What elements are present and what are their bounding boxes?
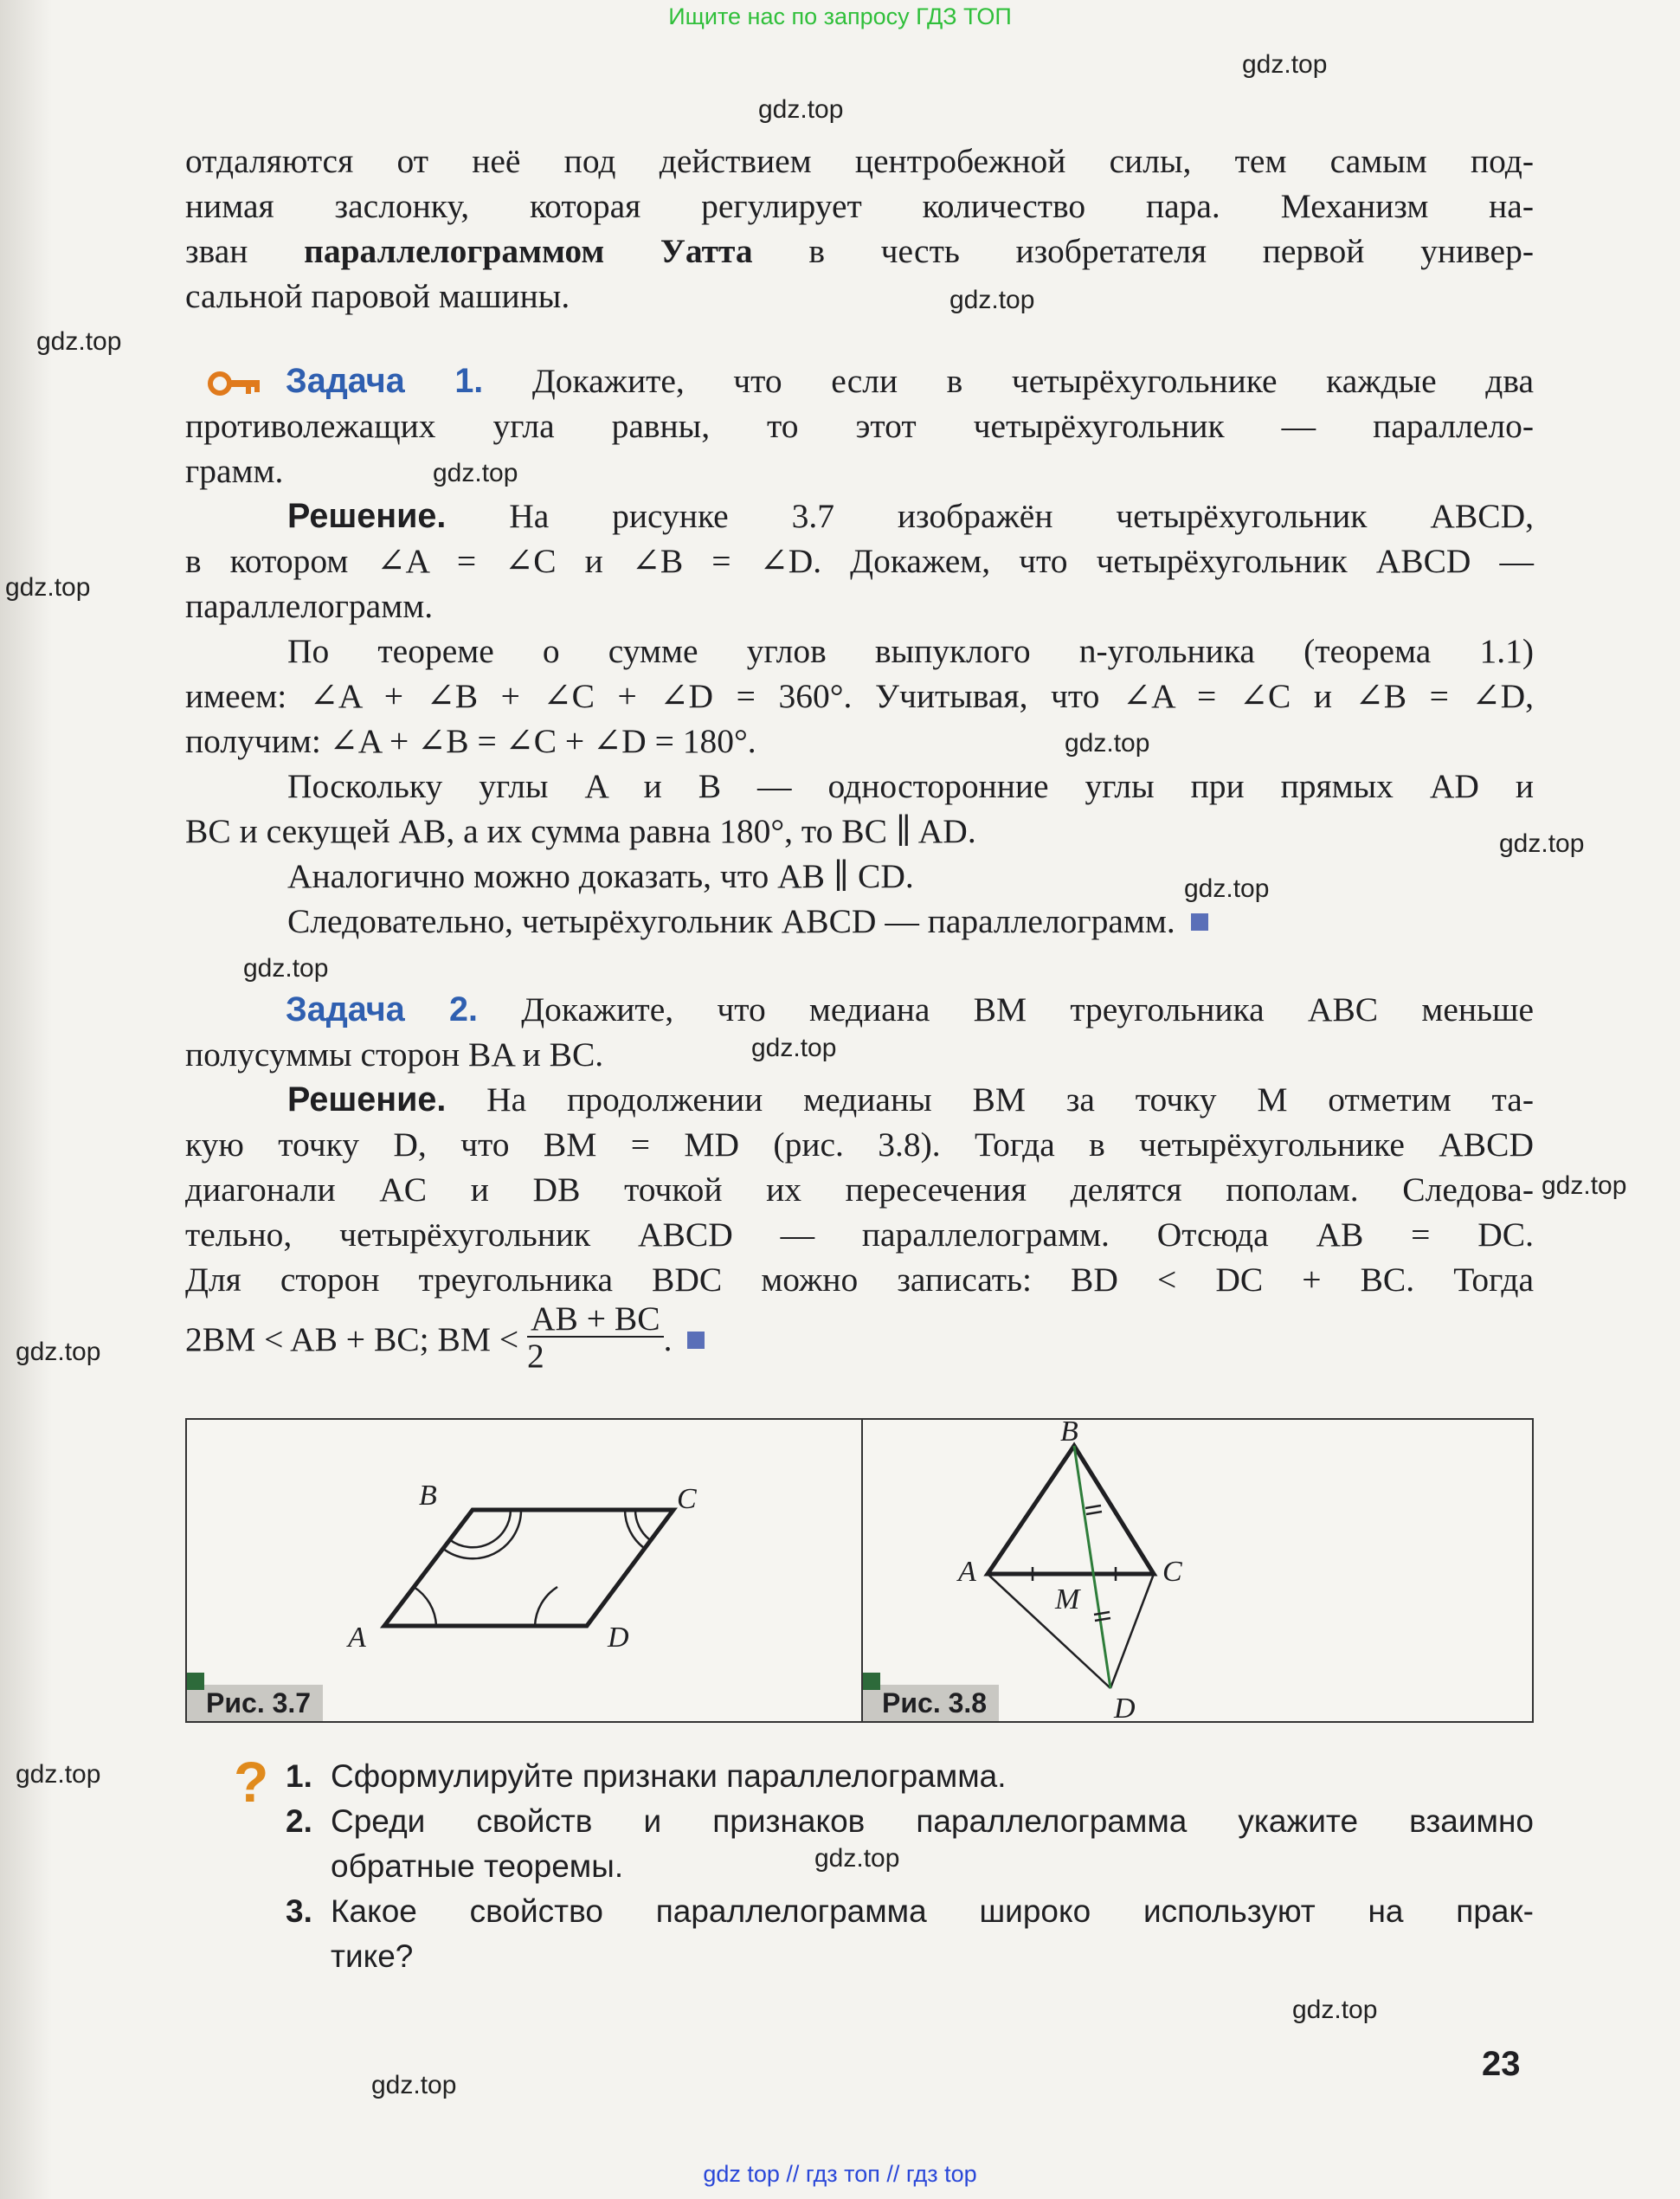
text-line: сальной паровой машины. [185, 277, 570, 315]
vertex-label-b: B [1060, 1420, 1078, 1448]
question-text: тике? [331, 1938, 414, 1974]
text-line: BC и секущей AB, а их сумма равна 180°, то BC ∥ AD. [185, 812, 976, 850]
text-line: Решение. На продолжении медианы BM за точку M отметим та- [287, 1080, 1534, 1119]
vertex-label-a: A [348, 1622, 366, 1654]
caption-marker [187, 1673, 204, 1690]
text-line: зван параллелограммом Уатта в честь изобретателя первой универ- [185, 232, 1534, 270]
watermark: gdz.top [1542, 1171, 1627, 1200]
end-of-proof-icon [1191, 913, 1208, 931]
question-text: Сформулируйте признаки параллелограмма. [331, 1758, 1007, 1794]
watermark: gdz.top [949, 286, 1035, 314]
watermark: gdz.top [243, 954, 329, 983]
question-item [286, 1799, 1534, 1889]
watermark: gdz.top [36, 327, 122, 356]
watermark: gdz.top [16, 1338, 101, 1366]
text-line: полусуммы сторон BA и BC. [185, 1035, 604, 1074]
vertex-label-c: C [1162, 1556, 1182, 1588]
task1-block [185, 358, 1534, 944]
angle-arc-c-inner [635, 1510, 649, 1539]
question-number: 1. [286, 1758, 312, 1794]
text-line: кую точку D, что BM = MD (рис. 3.8). Тогда в четырёхугольнике ABCD [185, 1125, 1534, 1164]
watermark: gdz.top [751, 1034, 837, 1062]
task2-label: Задача 2. [286, 990, 478, 1029]
figure-3-8-caption: Рис. 3.8 [863, 1685, 999, 1721]
segment-cd [1110, 1574, 1154, 1688]
text-line: в котором ∠A = ∠C и ∠B = ∠D. Докажем, что четырёхугольник ABCD — [185, 542, 1534, 580]
vertex-label-d: D [1114, 1693, 1136, 1721]
watermark: gdz.top [371, 2071, 457, 2099]
text-line: Для сторон треугольника BDC можно записать: BD < DC + BC. Тогда [185, 1261, 1534, 1299]
question-text: Среди свойств и признаков параллелограмма укажите взаимно [331, 1803, 1534, 1839]
bottom-banner[interactable]: gdz top // гдз топ // гдз top [703, 2161, 977, 2187]
watermark: gdz.top [1242, 50, 1328, 79]
text-line: Следовательно, четырёхугольник ABCD — параллелограмм. [185, 899, 1534, 944]
watermark: gdz.top [5, 573, 91, 602]
text-line: диагонали AC и DB точкой их пересечения делятся пополам. Следова- [185, 1170, 1534, 1209]
watermark: gdz.top [1499, 829, 1585, 858]
solution-label: Решение. [287, 497, 447, 535]
watermark: gdz.top [1065, 729, 1150, 758]
angle-arc-a [414, 1587, 436, 1626]
triangle-abc [988, 1446, 1154, 1574]
figures-panel [185, 1418, 1534, 1723]
intro-paragraph [185, 139, 1534, 319]
text-line: Аналогично можно доказать, что AB ∥ CD. [287, 857, 914, 895]
watermark: gdz.top [814, 1844, 900, 1873]
text-line: грамм. [185, 452, 284, 490]
text-line: Задача 2. Докажите, что медиана BM треугольника ABC меньше [286, 990, 1534, 1029]
watermark: gdz.top [16, 1760, 101, 1789]
text-line: тельно, четырёхугольник ABCD — параллелограмм. Отсюда AB = DC. [185, 1216, 1534, 1254]
task2-block [185, 987, 1534, 1377]
text-line: нимая заслонку, которая регулирует количество пара. Механизм на- [185, 187, 1534, 225]
question-item [286, 1889, 1534, 1979]
figure-3-7-caption: Рис. 3.7 [187, 1685, 323, 1721]
figure-3-7-parallelogram [187, 1420, 861, 1721]
text-line: отдаляются от неё под действием центробежной силы, тем самым под- [185, 142, 1534, 180]
point-label-m: M [1055, 1583, 1080, 1615]
question-mark-icon: ? [234, 1750, 269, 1814]
text-line: получим: ∠A + ∠B = ∠C + ∠D = 180°. [185, 722, 756, 760]
question-text: Какое свойство параллелограмма широко используют на прак- [331, 1893, 1534, 1929]
question-text: обратные теоремы. [331, 1848, 624, 1884]
figure-3-8-triangle [863, 1420, 1534, 1721]
vertex-label-d: D [608, 1622, 629, 1654]
text-line: Поскольку углы A и B — односторонние углы при прямых AD и [287, 767, 1534, 805]
parallelogram-abcd [384, 1510, 673, 1626]
question-item [286, 1754, 1534, 1799]
angle-arc-d [535, 1587, 557, 1626]
watermark: gdz.top [758, 95, 844, 124]
end-of-proof-icon [687, 1332, 705, 1349]
vertex-label-a: A [958, 1556, 976, 1588]
text-line: противолежащих угла равны, то этот четырёхугольник — параллело- [185, 407, 1534, 445]
text-line: Решение. На рисунке 3.7 изображён четырёхугольник ABCD, [287, 497, 1534, 535]
bold-term: параллелограммом Уатта [304, 232, 753, 270]
text-line: имеем: ∠A + ∠B + ∠C + ∠D = 360°. Учитывая, что ∠A = ∠C и ∠B = ∠D, [185, 677, 1534, 715]
text-line: параллелограмм. [185, 587, 434, 625]
task1-label: Задача 1. [286, 362, 484, 400]
vertex-label-c: C [677, 1483, 697, 1515]
top-banner[interactable]: Ищите нас по запросу ГДЗ ТОП [668, 3, 1012, 29]
vertex-label-b: B [419, 1480, 437, 1512]
text-line: Задача 1. Докажите, что если в четырёхугольнике каждые два [286, 362, 1534, 400]
question-number: 3. [286, 1893, 312, 1929]
median-bd [1074, 1446, 1110, 1688]
fraction: $\frac{AB + BC}{2}$ [527, 1301, 664, 1374]
formula-line: 2BM < AB + BC; BM < $\frac{AB + BC}{2}$ . [185, 1302, 1534, 1377]
segment-ad [988, 1574, 1110, 1688]
watermark: gdz.top [1292, 1996, 1378, 2024]
question-number: 2. [286, 1803, 312, 1839]
page-number: 23 [1482, 2045, 1521, 2083]
solution-label: Решение. [287, 1080, 447, 1119]
watermark: gdz.top [1184, 874, 1270, 903]
text-line: По теореме о сумме углов выпуклого n-угольника (теорема 1.1) [287, 632, 1534, 670]
watermark: gdz.top [433, 459, 518, 487]
caption-marker [863, 1673, 880, 1690]
